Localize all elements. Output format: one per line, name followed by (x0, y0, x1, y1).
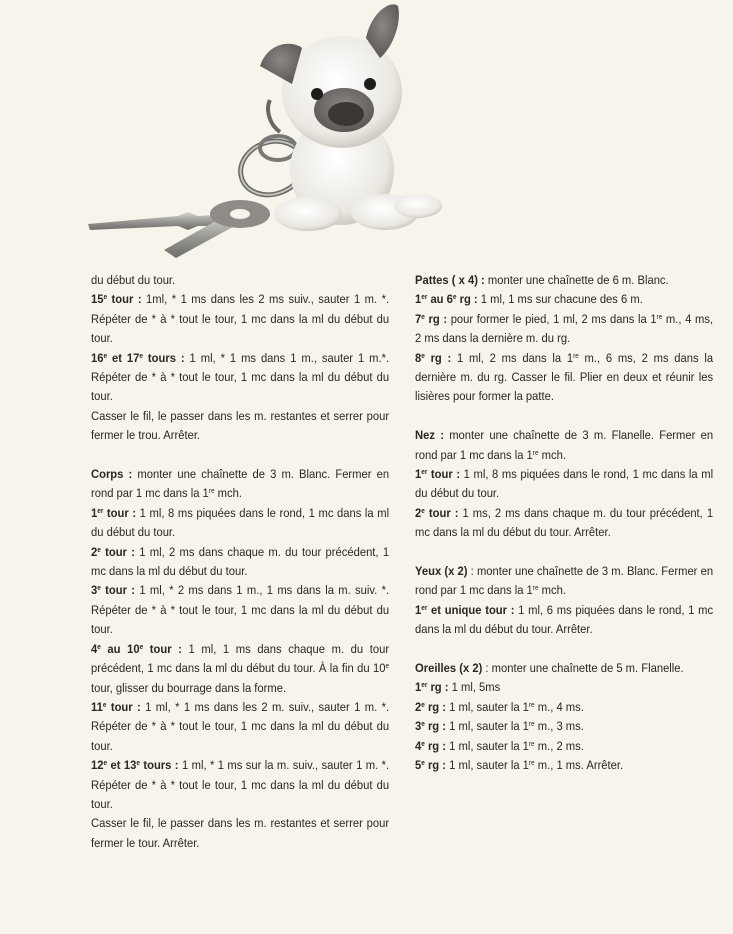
instruction-paragraph: 1er tour : 1 ml, 8 ms piquées dans le rond, 1 mc dans la ml du début du tour. (91, 505, 390, 540)
crochet-dog (260, 4, 442, 231)
instruction-paragraph: Yeux (x 2) : monter une chaînette de 3 m. Blanc. Fermer en rond par 1 mc dans la 1re mch. (415, 564, 714, 598)
paragraph-gap (415, 543, 713, 562)
instruction-paragraph: 4e rg : 1 ml, sauter la 1re m., 2 ms. (415, 738, 584, 753)
paragraph-gap (91, 446, 389, 465)
keys (88, 200, 270, 258)
instruction-paragraph: 2e rg : 1 ml, sauter la 1re m., 4 ms. (415, 699, 584, 714)
instruction-paragraph: 11e tour : 1 ml, * 1 ms dans les 2 m. suiv., sauter 1 m. *. Répéter de * à * tout le tour, 1 mc dans la ml du début du tour. (91, 699, 390, 753)
instruction-paragraph: 12e et 13e tours : 1 ml, * 1 ms sur la m. suiv., sauter 1 m. *. Répéter de * à * tout le tour, 1 mc dans la ml du début du tour. (91, 758, 390, 811)
instruction-paragraph: Pattes ( x 4) : monter une chaînette de 6 m. Blanc. (415, 273, 669, 287)
instruction-paragraph: 2e tour : 1 ms, 2 ms dans chaque m. du tour précédent, 1 mc dans la ml du début du tour. Arrêter. (415, 505, 714, 540)
instruction-paragraph: Casser le fil, le passer dans les m. restantes et serrer pour fermer le tour. Arrêter. (91, 816, 390, 850)
instruction-paragraph: 15e tour : 1ml, * 1 ms dans les 2 ms suiv., sauter 1 m. *. Répéter de * à * tout le tour, 1 mc dans la ml du début du tour. (91, 292, 390, 346)
instruction-paragraph: 8e rg : 1 ml, 2 ms dans la 1re m., 6 ms, 2 ms dans la dernière m. du rg. Casser le fil. Plier en deux et réunir les lisières pour former la patte. (415, 350, 714, 404)
instruction-paragraph: 5e rg : 1 ml, sauter la 1re m., 1 ms. Arrêter. (415, 758, 624, 773)
instruction-paragraph: 1er et unique tour : 1 ml, 6 ms piquées dans le rond, 1 mc dans la ml du début du tour. Arrêter. (415, 602, 714, 637)
instruction-paragraph: 7e rg : pour former le pied, 1 ml, 2 ms dans la 1re m., 4 ms, 2 ms dans la dernière m. du rg. (415, 311, 714, 346)
left-column (91, 271, 389, 853)
instruction-paragraph: Casser le fil, le passer dans les m. restantes et serrer pour fermer le trou. Arrêter. (91, 408, 390, 443)
instruction-paragraph: Oreilles (x 2) : monter une chaînette de 5 m. Flanelle. (415, 661, 684, 676)
instruction-paragraph: 3e tour : 1 ml, * 2 ms dans 1 m., 1 ms dans la m. suiv. *. Répéter de * à * tout le tour, 1 mc dans la ml du début du tour. (91, 583, 390, 637)
instruction-paragraph: 1er rg : 1 ml, 5ms (415, 680, 501, 695)
instruction-paragraph: du début du tour. (91, 273, 176, 287)
instruction-paragraph: 2e tour : 1 ml, 2 ms dans chaque m. du tour précédent, 1 mc dans la ml du début du tour. (91, 544, 390, 579)
instruction-paragraph: 1er au 6e rg : 1 ml, 1 ms sur chacune des 6 m. (415, 292, 643, 307)
paragraph-gap (415, 407, 713, 426)
instruction-paragraph: 3e rg : 1 ml, sauter la 1re m., 3 ms. (415, 719, 584, 734)
instruction-paragraph: Corps : monter une chaînette de 3 m. Blanc. Fermer en rond par 1 mc dans la 1re mch. (91, 467, 390, 501)
keychain-dog-photo (80, 0, 460, 265)
instruction-paragraph: 1er tour : 1 ml, 8 ms piquées dans le rond, 1 mc dans la ml du début du tour. (415, 467, 714, 501)
instruction-paragraph: 16e et 17e tours : 1 ml, * 1 ms dans 1 m., sauter 1 m.*. Répéter de * à * tout le tour, 1 mc dans la ml du début du tour. (91, 350, 390, 404)
paragraph-gap (415, 640, 713, 659)
instruction-paragraph: Nez : monter une chaînette de 3 m. Flanelle. Fermer en rond par 1 mc dans la 1re mch. (415, 428, 714, 462)
right-column (415, 271, 713, 776)
instruction-paragraph: 4e au 10e tour : 1 ml, 1 ms dans chaque m. du tour précédent, 1 mc dans la ml du début du tour. À la fin du 10e tour, glisser du bourrage dans la forme. (91, 641, 390, 695)
